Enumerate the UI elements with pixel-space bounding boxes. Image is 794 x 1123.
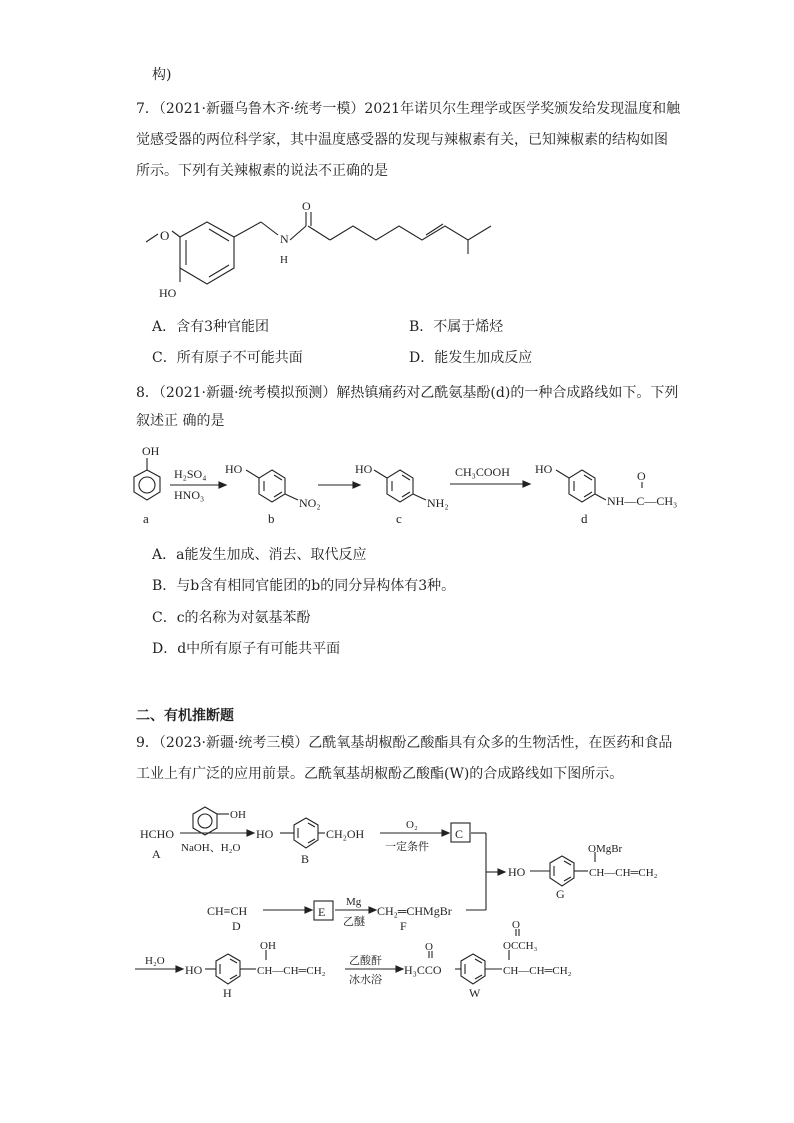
d-amide-chain: NH—C—CH₃ <box>607 494 678 508</box>
q8-option-c[interactable]: C．c的名称为对氨基苯酚 <box>152 610 311 626</box>
w-ester-left: H₃CCO <box>404 963 442 977</box>
q8-acetic-acid-reagent: CH₃COOH <box>455 465 510 479</box>
f-formula: CH₂═CHMgBr <box>377 904 452 918</box>
q8-option-a[interactable]: A．a能发生加成、消去、取代反应 <box>152 547 367 563</box>
label-b: b <box>268 511 275 526</box>
label-W: W <box>469 986 481 1000</box>
q7-stem-line1: 7．（2021·新疆乌鲁木齐·统考一模）2021年诺贝尔生理学或医学奖颁发给发现温度和触 <box>136 101 681 117</box>
d-carbonyl-o: O <box>637 469 646 483</box>
label-B: B <box>301 852 310 866</box>
h-ho-label: HO <box>185 963 203 977</box>
b-ch2oh-label: CH₂OH <box>326 827 365 841</box>
acetylene-label: CH≡CH <box>207 904 248 918</box>
naoh-reagent: NaOH、H₂O <box>181 842 241 854</box>
q7-option-d[interactable]: D．能发生加成反应 <box>409 350 533 366</box>
o2-reagent: O₂ <box>406 819 418 831</box>
continuation-line: 构) <box>152 67 172 83</box>
q7-option-b[interactable]: B．不属于烯烃 <box>409 319 504 335</box>
c-ho-label: HO <box>355 462 373 476</box>
w-chain-label: CH—CH═CH₂ <box>503 965 572 977</box>
label-c: c <box>396 511 402 526</box>
label-D: D <box>232 919 241 933</box>
q8-reagent-bottom: HNO₃ <box>174 488 205 502</box>
w-occh3-label: OCCH₃ <box>503 940 538 952</box>
w-carbonyl-o: O <box>425 941 433 953</box>
hcho-label: HCHO <box>140 827 175 841</box>
label-A: A <box>152 847 161 861</box>
box-E: E <box>318 905 326 919</box>
ice-bath-condition: 冰水浴 <box>349 974 382 986</box>
label-d: d <box>581 511 588 526</box>
q8-stem-line2: 叙述正 确的是 <box>136 413 225 429</box>
d-ho-label: HO <box>535 462 553 476</box>
anhydride-reagent: 乙酸酐 <box>349 955 382 967</box>
h2o-reagent: H₂O <box>145 955 165 967</box>
g-chain-label: CH—CH═CH₂ <box>589 867 658 879</box>
q7-stem-line3: 所示。下列有关辣椒素的说法不正确的是 <box>136 163 388 179</box>
box-C: C <box>455 827 464 841</box>
q8-option-d[interactable]: D．d中所有原子有可能共平面 <box>152 641 341 657</box>
q8-stem-line1: 8．（2021·新疆·统考模拟预测）解热镇痛药对乙酰氨基酚(d)的一种合成路线如下。下列 <box>136 385 679 401</box>
g-omgbr-label: OMgBr <box>588 843 623 855</box>
b-ho-label: HO <box>225 462 243 476</box>
q7-stem-line2: 觉感受器的两位科学家，其中温度感受器的发现与辣椒素有关，已知辣椒素的结构如图 <box>136 132 668 148</box>
q8-option-b[interactable]: B．与b含有相同官能团的b的同分异构体有3种。 <box>152 578 456 594</box>
label-H: H <box>223 986 232 1000</box>
methoxy-o-label: O <box>160 228 170 243</box>
a-oh-label: OH <box>142 444 160 458</box>
q7-option-c[interactable]: C．所有原子不可能共面 <box>152 350 303 366</box>
q7-option-a[interactable]: A．含有3种官能团 <box>152 319 270 335</box>
q9-stem-line1: 9．（2023·新疆·统考三模）乙酰氧基胡椒酚乙酸酯具有众多的生物活性，在医药和食品 <box>136 735 673 751</box>
label-a: a <box>143 511 149 526</box>
h-oh-label: OH <box>260 940 276 952</box>
label-F: F <box>400 919 407 933</box>
ether-solvent: 乙醚 <box>343 916 365 928</box>
mg-reagent: Mg <box>346 896 362 908</box>
q8-reagent-top: H₂SO₄ <box>174 467 207 481</box>
amide-h-label: H <box>280 254 288 266</box>
section-heading: 二、有机推断题 <box>136 708 234 724</box>
g-ho-label: HO <box>508 865 526 879</box>
label-G: G <box>556 887 565 901</box>
q9-stem-line2: 工业上有广泛的应用前景。乙酰氧基胡椒酚乙酸酯(W)的合成路线如下图所示。 <box>136 766 624 782</box>
amide-n-label: N <box>280 232 289 246</box>
w-carbonyl-o2: O <box>512 919 520 931</box>
carbonyl-o-label: O <box>302 199 311 213</box>
b-no2-label: NO₂ <box>299 496 321 510</box>
c-nh2-label: NH₂ <box>427 496 449 510</box>
hydroxy-label: HO <box>159 286 177 300</box>
condition-label: 一定条件 <box>385 841 429 853</box>
h-chain-label: CH—CH═CH₂ <box>257 965 326 977</box>
b-ho-label: HO <box>256 827 274 841</box>
phenol-oh-label: OH <box>230 809 246 821</box>
